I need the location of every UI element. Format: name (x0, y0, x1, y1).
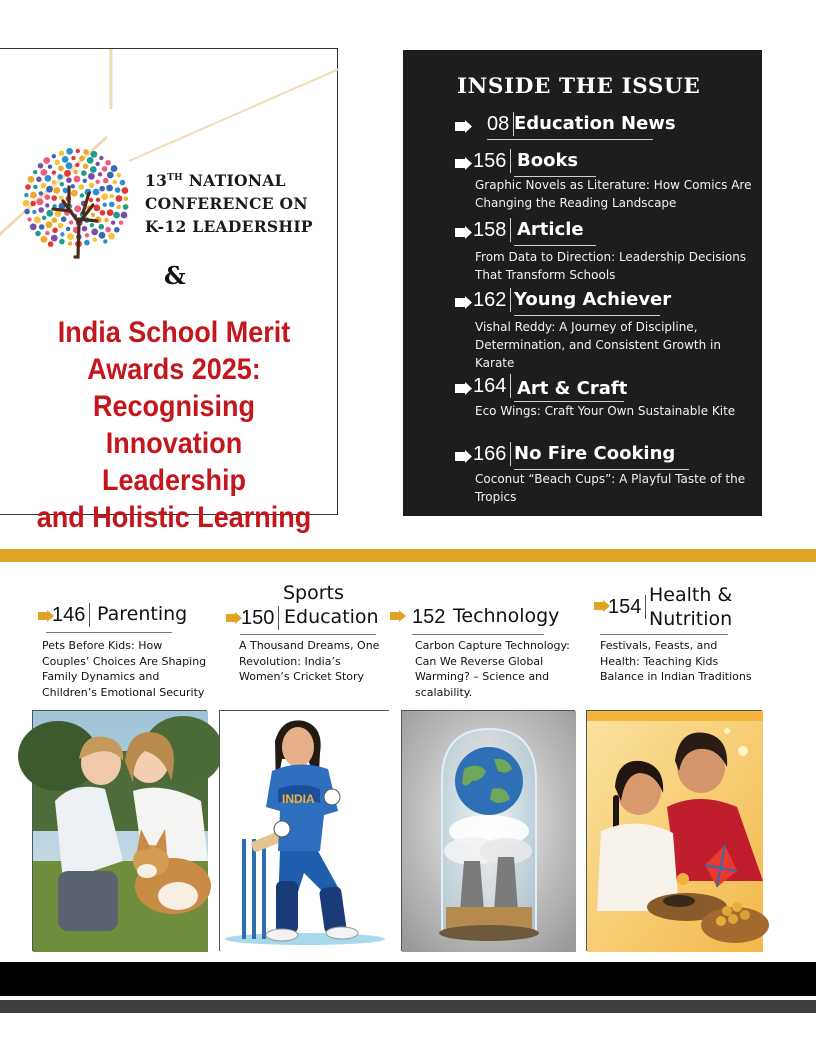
logo-dot (108, 233, 115, 240)
arrow-right-icon (455, 120, 472, 133)
logo-dot (51, 195, 57, 201)
logo-dot (113, 180, 117, 184)
toc-page-number: 162 (473, 288, 511, 312)
logo-dot (91, 213, 95, 217)
toc-page-number: 08 (487, 112, 514, 136)
toc-entry-young-achiever[interactable] (403, 288, 762, 370)
toc-entry-education-news[interactable] (403, 112, 762, 140)
logo-dot (99, 232, 106, 239)
logo-dot (25, 184, 31, 190)
logo-dot (111, 221, 115, 225)
section-rule (412, 634, 544, 635)
ampersand: & (164, 261, 186, 290)
logo-dot (74, 205, 81, 212)
logo-dot (98, 172, 102, 176)
section-title: Education (284, 606, 379, 628)
section-description: Festivals, Feasts, and Health: Teaching Kids Balance in Indian Traditions (600, 639, 752, 683)
logo-dot (48, 165, 52, 169)
toc-description: Eco Wings: Craft Your Own Sustainable Kite (475, 404, 736, 418)
toc-page-number: 158 (473, 218, 511, 242)
section-page-number: 146 (52, 603, 90, 627)
toc-rule (514, 245, 596, 246)
logo-dot (89, 198, 93, 202)
logo-dot (37, 198, 44, 205)
arrow-right-icon (455, 296, 472, 309)
logo-dot (96, 198, 100, 202)
logo-dot (52, 180, 56, 184)
logo-dot (41, 236, 48, 243)
arrow-right-icon (455, 226, 472, 239)
footer-grey-bar (0, 1000, 816, 1013)
logo-dot (66, 227, 70, 231)
logo-dot (59, 239, 65, 245)
logo-dot (81, 170, 87, 176)
section-description: A Thousand Dreams, One Revolution: India’s Women’s Cricket Story (239, 639, 380, 683)
logo-dot (83, 179, 87, 183)
logo-dot (64, 170, 71, 177)
logo-dot (45, 194, 51, 200)
photo-technology (401, 710, 575, 951)
logo-dot (91, 228, 98, 235)
logo-dot (79, 184, 85, 190)
logo-dot (90, 166, 97, 173)
conference-title: 13TH NATIONAL CONFERENCE ON K-12 LEADERSHIP (145, 171, 313, 236)
logo-dot (30, 192, 37, 199)
logo-dot (39, 224, 45, 230)
logo-dot (54, 160, 60, 166)
toc-title: Young Achiever (514, 289, 672, 310)
logo-dot (99, 224, 105, 230)
logo-dot (52, 154, 56, 158)
section-title: Parenting (97, 603, 188, 625)
toc-entry-books[interactable] (403, 149, 762, 210)
toc-title: Art & Craft (517, 378, 628, 399)
section-description: Pets Before Kids: How Couples’ Choices Are Shaping Family Dynamics and Children’s Emotional Security (42, 639, 207, 699)
logo-dot (105, 160, 111, 166)
inside-issue-heading: INSIDE THE ISSUE (457, 74, 701, 99)
logo-dot (115, 187, 121, 193)
section-page-number: 154 (608, 595, 646, 619)
logo-dot (84, 240, 90, 246)
logo-dot (60, 232, 64, 236)
logo-dot (123, 204, 129, 210)
logo-dot (24, 209, 30, 215)
logo-dot (61, 216, 67, 222)
photo-health-nutrition (586, 710, 762, 951)
logo-dot (67, 233, 74, 240)
logo-dot (122, 187, 129, 194)
logo-dot (99, 156, 103, 160)
footer-black-bar (0, 962, 816, 996)
logo-dot (111, 165, 118, 172)
toc-entry-article[interactable] (403, 218, 762, 282)
gold-divider (0, 549, 816, 562)
logo-dot (48, 241, 54, 247)
logo-dot (71, 190, 78, 197)
logo-dot (103, 203, 107, 207)
section-description: Carbon Capture Technology: Can We Reverse Global Warming? – Science and scalability. (415, 639, 570, 699)
logo-dot (74, 176, 81, 183)
logo-dot (103, 178, 109, 184)
logo-dot (106, 185, 113, 192)
logo-dot (30, 223, 37, 230)
logo-dot (85, 233, 89, 237)
logo-dot (99, 186, 105, 192)
logo-dot (107, 172, 114, 179)
logo-dot (60, 182, 64, 186)
logo-dot (89, 183, 95, 189)
logo-dot (35, 231, 41, 237)
logo-dot (100, 210, 106, 216)
awards-title: India School Merit Awards 2025: Recognising Innovation Leadership and Holistic Learning (36, 316, 312, 534)
logo-dot (28, 176, 35, 183)
toc-description: Coconut “Beach Cups”: A Playful Taste of the Tropics (475, 472, 746, 504)
logo-dot (79, 156, 85, 162)
logo-dot (119, 221, 123, 225)
section-page-number: 152 (412, 606, 446, 628)
logo-dot (59, 150, 65, 156)
logo-dot (114, 227, 120, 233)
logo-dot (82, 226, 88, 232)
logo-dot (32, 210, 36, 214)
logo-dot (45, 203, 49, 207)
logo-dot (71, 184, 75, 188)
logo-dot (62, 156, 69, 163)
logo-dot (69, 220, 73, 224)
toc-rule (514, 315, 660, 316)
logo-dot (101, 193, 108, 200)
logo-dot (93, 238, 97, 242)
inside-issue-panel (403, 50, 762, 516)
conference-panel (0, 48, 338, 534)
logo-dot (23, 200, 30, 207)
logo-dot (124, 197, 128, 201)
logo-dot (46, 221, 53, 228)
logo-dot (45, 231, 49, 235)
toc-description: Vishal Reddy: A Journey of Discipline, Determination, and Consistent Growth in Karate (475, 320, 721, 370)
logo-dot (90, 223, 94, 227)
logo-dot (116, 205, 120, 209)
arrow-right-icon (455, 450, 472, 463)
logo-dot (51, 235, 58, 242)
logo-dot (39, 191, 43, 195)
logo-dot (52, 170, 56, 174)
logo-dot (110, 194, 114, 198)
logo-dot (57, 174, 63, 180)
logo-dot (96, 162, 100, 166)
toc-entry-art-craft[interactable] (403, 374, 762, 418)
logo-dot (121, 212, 128, 219)
logo-dot (59, 196, 63, 200)
section-rule (46, 632, 172, 633)
logo-dot (58, 166, 64, 172)
toc-title: Education News (514, 113, 676, 134)
section-rule (240, 634, 376, 635)
logo-dot (76, 149, 80, 153)
section-title: Technology (453, 605, 560, 627)
section-title-line1: Sports (283, 582, 344, 604)
toc-title: Article (517, 219, 584, 240)
toc-title: No Fire Cooking (514, 443, 676, 464)
logo-dot (74, 170, 78, 174)
logo-dot (30, 201, 36, 207)
logo-dot (46, 186, 53, 193)
section-rule (600, 634, 728, 635)
toc-page-number: 156 (473, 149, 511, 173)
section-title-line1: Health & (649, 584, 733, 606)
logo-dot (80, 193, 84, 197)
section-page-number: 150 (241, 606, 279, 630)
photo-parenting (32, 710, 207, 951)
logo-dot (24, 193, 28, 197)
jersey-text: INDIA (282, 792, 315, 806)
tree-logo-icon (23, 149, 129, 259)
toc-entry-no-fire-cooking[interactable] (403, 442, 762, 504)
toc-title: Books (517, 150, 579, 171)
logo-dot (102, 166, 108, 172)
logo-dot (38, 163, 44, 169)
logo-dot (42, 216, 46, 220)
logo-dot (53, 187, 60, 194)
logo-dot (36, 177, 42, 183)
logo-dot (91, 151, 98, 158)
logo-dot (66, 177, 72, 183)
logo-dot (66, 148, 73, 155)
logo-dot (87, 157, 94, 164)
toc-rule (487, 139, 653, 140)
arrow-right-icon (455, 382, 472, 395)
logo-dot (117, 173, 121, 177)
logo-dot (93, 189, 100, 196)
logo-dot (109, 202, 115, 208)
logo-dot (66, 162, 73, 169)
logo-dot (43, 157, 50, 164)
logo-dot (71, 156, 75, 160)
toc-page-number: 166 (473, 442, 511, 466)
logo-dot (103, 239, 107, 243)
section-title: Nutrition (649, 608, 733, 630)
logo-dot (27, 217, 31, 221)
logo-dot (107, 209, 114, 216)
logo-dot (58, 223, 64, 229)
toc-description: From Data to Direction: Leadership Decisions That Transform Schools (475, 250, 747, 282)
gold-arrow-icon (390, 610, 406, 622)
logo-dot (46, 210, 53, 217)
logo-dot (104, 218, 108, 222)
gold-arrow-icon (226, 612, 242, 624)
photo-sports-education (219, 710, 389, 951)
logo-dot (68, 241, 72, 245)
logo-dot (120, 180, 126, 186)
logo-dot (83, 164, 89, 170)
logo-dot (105, 227, 111, 233)
toc-page-number: 164 (473, 374, 511, 398)
logo-dot (96, 180, 100, 184)
logo-dot (33, 170, 37, 174)
logo-dot (75, 163, 79, 167)
logo-dot (52, 217, 58, 223)
logo-dot (63, 188, 69, 194)
logo-dot (33, 185, 37, 189)
logo-dot (94, 205, 101, 212)
logo-dot (113, 212, 120, 219)
logo-dot (83, 149, 89, 155)
logo-dot (45, 175, 52, 182)
toc-description: Graphic Novels as Literature: How Comics Are Changing the Reading Landscape (475, 178, 752, 210)
logo-dot (52, 228, 58, 234)
logo-dot (41, 169, 48, 176)
arrow-right-icon (455, 157, 472, 170)
logo-dot (116, 195, 123, 202)
logo-dot (41, 183, 47, 189)
logo-dot (34, 216, 41, 223)
logo-dot (88, 173, 95, 180)
logo-dot (38, 207, 44, 213)
